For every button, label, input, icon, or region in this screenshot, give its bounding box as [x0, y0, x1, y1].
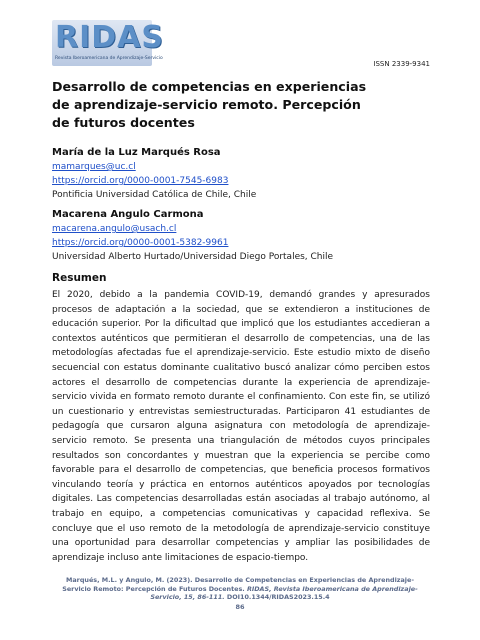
author-email-link[interactable]: macarena.angulo@usach.cl — [52, 224, 177, 234]
author-name: María de la Luz Marqués Rosa — [52, 147, 221, 158]
citation-journal: RIDAS, Revista Iberoamericana de Aprendizaje-Servicio, 15, 86-111. — [150, 584, 418, 601]
issn-label: ISSN 2339-9341 — [373, 60, 430, 68]
author-email-link[interactable]: mamarques@uc.cl — [52, 162, 136, 172]
author-affiliation: Pontificia Universidad Católica de Chile, Chile — [52, 190, 257, 200]
author-name: Macarena Angulo Carmona — [52, 209, 204, 220]
journal-logo — [52, 20, 164, 66]
author-orcid-link[interactable]: https://orcid.org/0000-0001-7545-6983 — [52, 176, 229, 186]
article-title: Desarrollo de competencias en experiencias de aprendizaje-servicio remoto. Percepción de futuros docentes — [52, 79, 367, 130]
page-number: 86 — [235, 603, 245, 611]
author-block-1 — [52, 146, 256, 202]
author-orcid-link[interactable]: https://orcid.org/0000-0001-5382-9961 — [52, 238, 229, 248]
citation-footer — [52, 576, 428, 602]
logo-subtitle: Revista Iberoamericana de Aprendizaje-Servicio — [55, 56, 163, 61]
citation-main: Marqués, M.L. y Angulo, M. (2023). Desarrollo de Competencias en Experiencias de Aprendizaje-Servicio Remoto: Percepción de Futuros Docentes. — [62, 576, 414, 593]
citation-doi: DOI10.1344/RIDAS2023.15.4 — [224, 593, 330, 601]
logo-text: RIDAS — [55, 20, 164, 55]
author-affiliation: Universidad Alberto Hurtado/Universidad Diego Portales, Chile — [52, 252, 334, 262]
abstract-text: El 2020, debido a la pandemia COVID-19, demandó grandes y apresurados procesos de adaptación a la sociedad, que se extendieron a instituciones de educación superior. Por la dificultad que implicó que los estudiantes accedieran a contextos auténticos que permitieran el desarrollo de competencias, una de las metodologías afectadas fue el aprendizaje-servicio. Este estudio mixto de diseño secuencial con estatus dominante cualitativo buscó analizar cómo perciben estos actores el desarrollo de competencias durante la experiencia de aprendizaje-servicio vivida en formato remoto durante el confinamiento. Con este fin, se utilizó un cuestionario y entrevistas semiestructuradas. Participaron 41 estudiantes de pedagogía que cursaron alguna asignatura con metodología de aprendizaje-servicio remoto. Se presenta una triangulación de métodos cuyos principales resultados son concordantes y muestran que la experiencia se percibe como favorable para el desarrollo de competencias, que beneficia procesos formativos vinculando teoría y práctica en entornos auténticos apoyados por tecnologías digitales. Las competencias desarrolladas están asociadas al trabajo autónomo, al trabajo en equipo, a competencias comunicativas y capacidad reflexiva. Se concluye que el uso remoto de la metodología de aprendizaje-servicio constituye una oportunidad para desarrollar competencias y ampliar las posibilidades de aprendizaje incluso ante limitaciones de espacio-tiempo. — [52, 290, 430, 563]
abstract-heading: Resumen — [52, 272, 107, 284]
author-block-2 — [52, 208, 333, 264]
